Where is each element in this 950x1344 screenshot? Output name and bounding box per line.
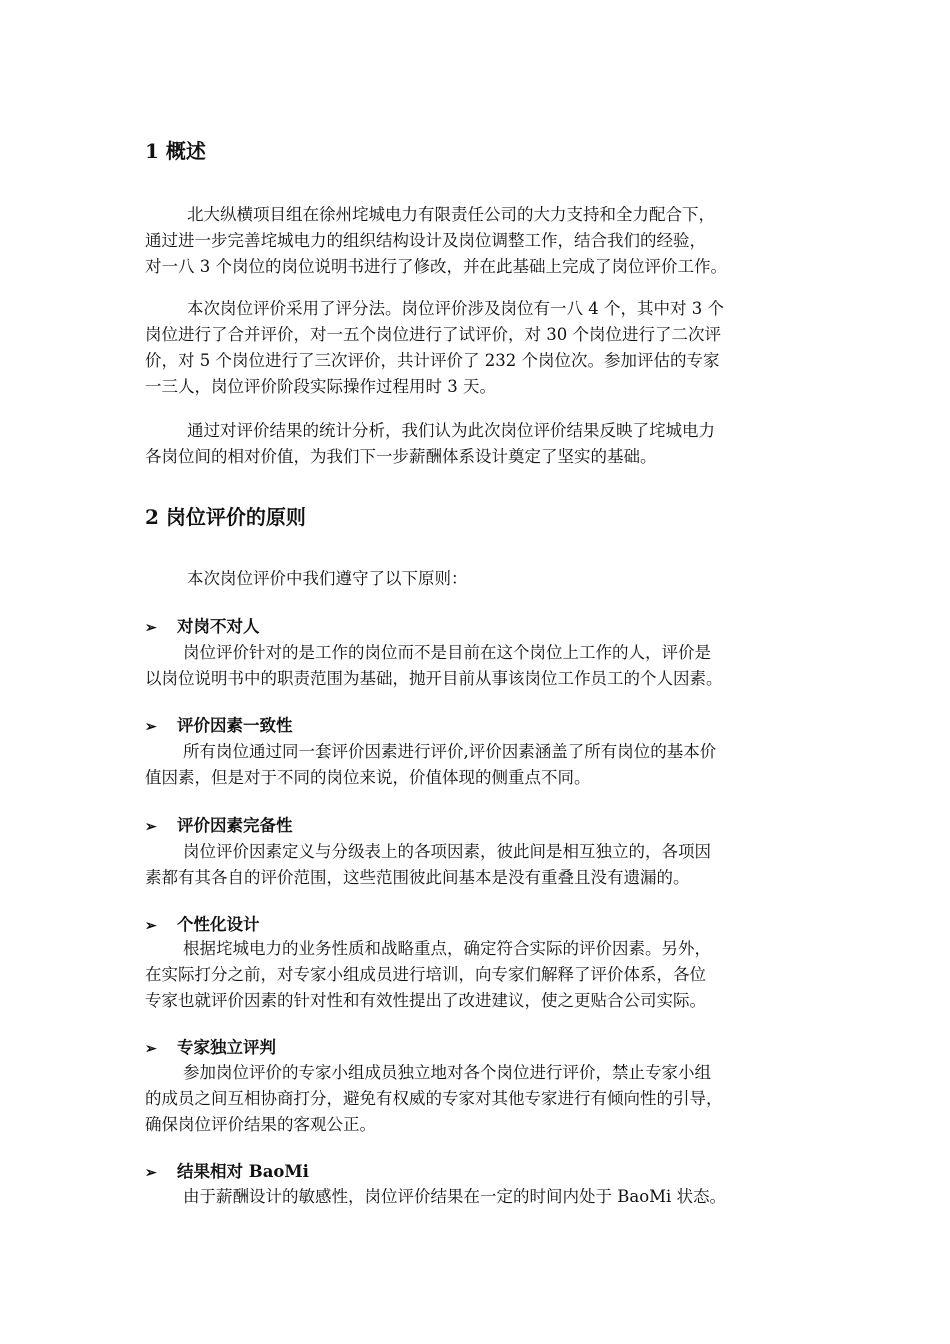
arrow-bullet-icon: ➢ — [145, 1041, 157, 1057]
principle-title-2 — [145, 713, 293, 740]
principle-title-text: 个性化设计 — [177, 915, 260, 934]
paragraph-line: 价，对 5 个岗位进行了三次评价，共计评价了 232 个岗位次。参加评估的专家 — [145, 351, 720, 370]
section-heading-overview: 1 概述 — [145, 139, 206, 163]
arrow-bullet-icon: ➢ — [145, 819, 157, 835]
paragraph-line: 本次岗位评价中我们遵守了以下原则： — [187, 569, 468, 588]
paragraph-line: 岗位进行了合并评价，对一五个岗位进行了试评价，对 30 个岗位进行了二次评 — [145, 325, 721, 344]
arrow-bullet-icon: ➢ — [145, 1165, 157, 1181]
paragraph-line: 北大纵横项目组在徐州垞城电力有限责任公司的大力支持和全力配合下， — [187, 205, 715, 224]
principle-body-1 — [145, 640, 825, 692]
paragraph-line: 一三人，岗位评价阶段实际操作过程用时 3 天。 — [145, 377, 496, 396]
principle-title-4 — [145, 912, 260, 939]
paragraph-line: 岗位评价因素定义与分级表上的各项因素，彼此间是相互独立的，各项因 — [183, 842, 711, 861]
principle-title-text: 评价因素完备性 — [177, 816, 293, 835]
overview-paragraph-3 — [145, 418, 825, 470]
principle-title-text: 结果相对 BaoMi — [177, 1162, 309, 1181]
principle-title-3 — [145, 813, 293, 840]
paragraph-line: 本次岗位评价采用了评分法。岗位评价涉及岗位有一八 4 个，其中对 3 个 — [187, 299, 724, 318]
paragraph-line: 的成员之间互相协商打分，避免有权威的专家对其他专家进行有倾向性的引导， — [145, 1089, 723, 1108]
arrow-bullet-icon: ➢ — [145, 719, 157, 735]
principle-title-text: 评价因素一致性 — [177, 716, 293, 735]
section-heading-principles: 2 岗位评价的原则 — [145, 505, 306, 529]
paragraph-line: 所有岗位通过同一套评价因素进行评价,评价因素涵盖了所有岗位的基本价 — [183, 742, 717, 761]
principle-body-6 — [145, 1184, 825, 1210]
paragraph-line: 岗位评价针对的是工作的岗位而不是目前在这个岗位上工作的人，评价是 — [183, 643, 711, 662]
paragraph-line: 由于薪酬设计的敏感性，岗位评价结果在一定的时间内处于 BaoMi 状态。 — [183, 1187, 727, 1206]
principle-body-3 — [145, 839, 825, 891]
arrow-bullet-icon: ➢ — [145, 918, 157, 934]
principle-title-5 — [145, 1035, 276, 1062]
paragraph-line: 通过进一步完善垞城电力的组织结构设计及岗位调整工作，结合我们的经验， — [145, 231, 706, 250]
paragraph-line: 专家也就评价因素的针对性和有效性提出了改进建议，使之更贴合公司实际。 — [145, 991, 706, 1010]
paragraph-line: 对一八 3 个岗位的岗位说明书进行了修改，并在此基础上完成了岗位评价工作。 — [145, 257, 727, 276]
arrow-bullet-icon: ➢ — [145, 620, 157, 636]
principles-intro — [145, 566, 825, 592]
principle-title-text: 对岗不对人 — [177, 617, 260, 636]
principle-title-1 — [145, 614, 260, 641]
paragraph-line: 在实际打分之前，对专家小组成员进行培训，向专家们解释了评价体系，各位 — [145, 965, 706, 984]
principle-body-5 — [145, 1060, 825, 1138]
paragraph-line: 通过对评价结果的统计分析，我们认为此次岗位评价结果反映了垞城电力 — [187, 421, 715, 440]
paragraph-line: 以岗位说明书中的职责范围为基础，抛开目前从事该岗位工作员工的个人因素。 — [145, 669, 723, 688]
paragraph-line: 各岗位间的相对价值，为我们下一步薪酬体系设计奠定了坚实的基础。 — [145, 447, 657, 466]
principle-body-4 — [145, 936, 825, 1014]
principle-title-text: 专家独立评判 — [177, 1038, 276, 1057]
overview-paragraph-1 — [145, 202, 825, 280]
paragraph-line: 根据垞城电力的业务性质和战略重点，确定符合实际的评价因素。另外， — [183, 939, 711, 958]
principle-body-2 — [145, 739, 825, 791]
principle-title-6 — [145, 1159, 309, 1186]
paragraph-line: 素都有其各自的评价范围，这些范围彼此间基本是没有重叠且没有遗漏的。 — [145, 868, 690, 887]
paragraph-line: 参加岗位评价的专家小组成员独立地对各个岗位进行评价，禁止专家小组 — [183, 1063, 711, 1082]
paragraph-line: 确保岗位评价结果的客观公正。 — [145, 1115, 376, 1134]
paragraph-line: 值因素，但是对于不同的岗位来说，价值体现的侧重点不同。 — [145, 768, 591, 787]
overview-paragraph-2 — [145, 296, 825, 400]
